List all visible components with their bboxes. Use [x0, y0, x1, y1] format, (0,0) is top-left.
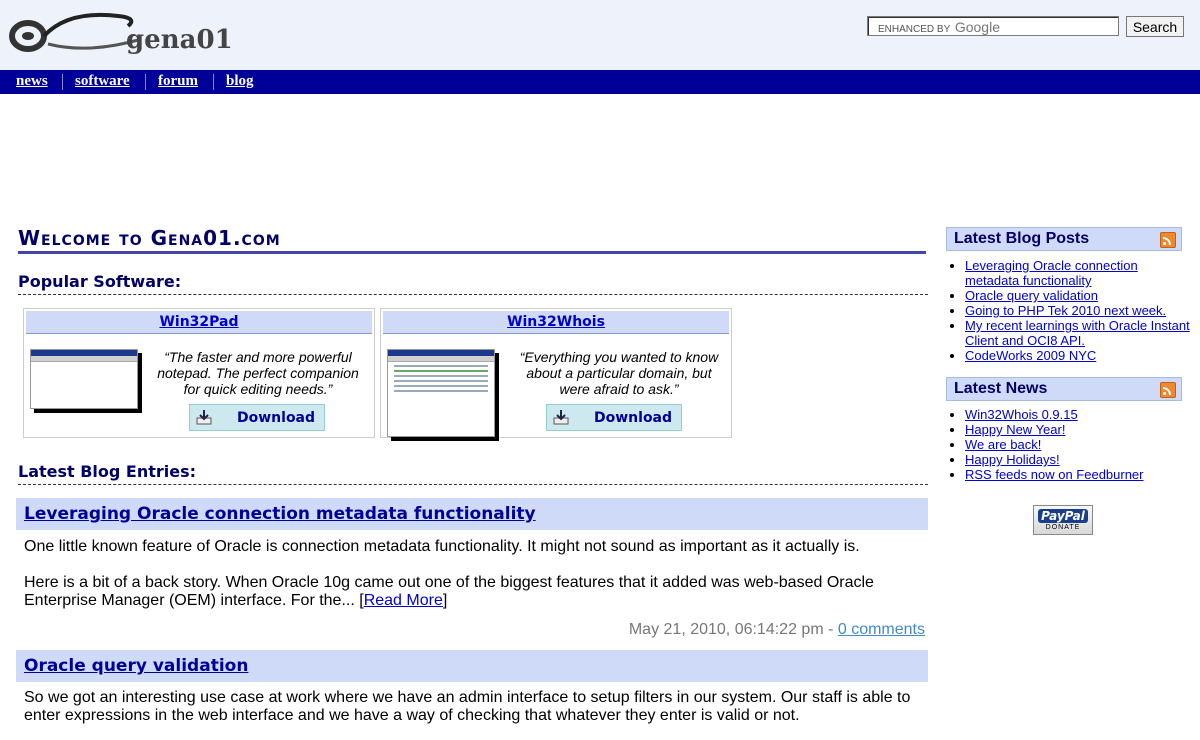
download-icon — [196, 409, 212, 425]
sidebar-blog-post-link[interactable]: My recent learnings with Oracle Instant Client and OCI8 API. — [965, 318, 1190, 348]
sidebar-news-list — [950, 407, 1190, 482]
sidebar-news-link[interactable]: RSS feeds now on Feedburner — [965, 467, 1144, 482]
sidebar-blog-post-link[interactable]: CodeWorks 2009 NYC — [965, 348, 1097, 363]
sidebar-news-link[interactable]: Happy New Year! — [965, 422, 1066, 437]
paypal-donate-button[interactable] — [1033, 505, 1093, 535]
software-link-win32whois[interactable]: Win32Whois — [507, 314, 605, 330]
blog-entry-link[interactable]: Leveraging Oracle connection metadata functionality — [24, 504, 536, 524]
download-label: Download — [237, 410, 316, 426]
comments-link[interactable]: 0 comments — [837, 621, 925, 638]
list-item — [965, 348, 1190, 363]
nav-forum[interactable]: forum — [158, 73, 198, 89]
blog-entry-link[interactable]: Oracle query validation — [24, 656, 249, 676]
list-item — [965, 407, 1190, 422]
sidebar-news-link[interactable]: Happy Holidays! — [965, 452, 1060, 467]
list-item — [965, 318, 1190, 348]
blog-entry-title — [16, 498, 928, 530]
popular-software-heading: Popular Software: — [18, 272, 928, 295]
blog-entry-body: Here is a bit of a back story. When Oracle 10g came out one of the biggest features that it added was web-based Oracle Enterprise Manager (OEM) interface. For the... [Read More] — [24, 574, 874, 609]
nav-blog[interactable]: blog — [226, 73, 254, 89]
page-title: Welcome to Gena01.com — [18, 226, 926, 254]
nav-separator — [213, 74, 214, 90]
software-quote: “The faster and more powerful notepad. The perfect companion for quick editing needs.” — [157, 349, 359, 397]
sidebar-news-link[interactable]: Win32Whois 0.9.15 — [965, 407, 1078, 422]
list-item — [965, 258, 1190, 288]
blog-entry-title — [16, 650, 928, 682]
rss-icon[interactable] — [1160, 232, 1176, 248]
list-item — [965, 437, 1190, 452]
software-title-bar — [383, 311, 729, 334]
read-more-link[interactable]: Read More — [363, 592, 443, 609]
sidebar-blog-posts-heading — [946, 227, 1182, 251]
sidebar-news-link[interactable]: We are back! — [965, 437, 1042, 452]
software-quote: “Everything you wanted to know about a particular domain, but were afraid to ask.” — [519, 349, 719, 397]
blog-entry-summary: So we got an interesting use case at work where we have an admin interface to setup filters in our system. Our staff is able to enter expressions in the web interface and we have a way of checking that whatever they enter is valid or not. — [24, 689, 911, 724]
software-card-win32whois — [380, 308, 732, 438]
search-placeholder: ENHANCED BY — [878, 24, 951, 35]
software-card-win32pad — [23, 308, 375, 438]
nav-software[interactable]: software — [75, 73, 130, 89]
nav-news[interactable]: news — [16, 73, 48, 89]
download-button-win32pad[interactable] — [189, 404, 325, 431]
list-item — [965, 452, 1190, 467]
download-button-win32whois[interactable] — [546, 404, 682, 431]
win32pad-screenshot[interactable] — [30, 349, 138, 409]
sidebar-blog-post-link[interactable]: Going to PHP Tek 2010 next week. — [965, 303, 1167, 318]
sidebar-heading-label: Latest News — [954, 380, 1048, 397]
blog-entry-meta: May 21, 2010, 06:14:22 pm - 0 comments — [628, 621, 925, 638]
paypal-brand: PayPal — [1038, 509, 1088, 523]
site-header — [0, 0, 1200, 70]
rss-icon[interactable] — [1160, 382, 1176, 398]
latest-blog-heading: Latest Blog Entries: — [18, 462, 928, 485]
blog-entry-date: May 21, 2010, 06:14:22 pm — [628, 621, 824, 638]
download-icon — [553, 409, 569, 425]
list-item — [965, 422, 1190, 437]
win32whois-screenshot[interactable] — [387, 349, 495, 437]
list-item — [965, 467, 1190, 482]
search-button[interactable]: Search — [1126, 16, 1184, 37]
nav-separator — [145, 74, 146, 90]
search-input[interactable] — [867, 16, 1119, 36]
logo-text: gena01 — [126, 25, 233, 55]
blog-entry-excerpt: Here is a bit of a back story. When Oracle 10g came out one of the biggest features that it added was web-based Oracle Enterprise Manager (OEM) interface. For the... — [24, 574, 874, 609]
sidebar-news-heading — [946, 377, 1182, 401]
nav-separator — [62, 74, 63, 90]
gena01-logo[interactable] — [8, 8, 248, 58]
software-link-win32pad[interactable]: Win32Pad — [159, 314, 239, 330]
google-brand: Google — [954, 19, 1000, 35]
download-label: Download — [594, 410, 673, 426]
main-nav — [0, 70, 1200, 94]
sidebar-blog-posts-list — [950, 258, 1190, 363]
sidebar-heading-label: Latest Blog Posts — [954, 230, 1090, 247]
sidebar-blog-post-link[interactable]: Leveraging Oracle connection metadata functionality — [965, 258, 1138, 288]
software-title-bar — [26, 311, 372, 334]
list-item — [965, 303, 1190, 318]
sidebar-blog-post-link[interactable]: Oracle query validation — [965, 288, 1098, 303]
list-item — [965, 288, 1190, 303]
blog-entry-summary: One little known feature of Oracle is connection metadata functionality. It might not sound as important as it actually is. — [24, 538, 860, 555]
donate-label: DONATE — [1045, 524, 1081, 531]
